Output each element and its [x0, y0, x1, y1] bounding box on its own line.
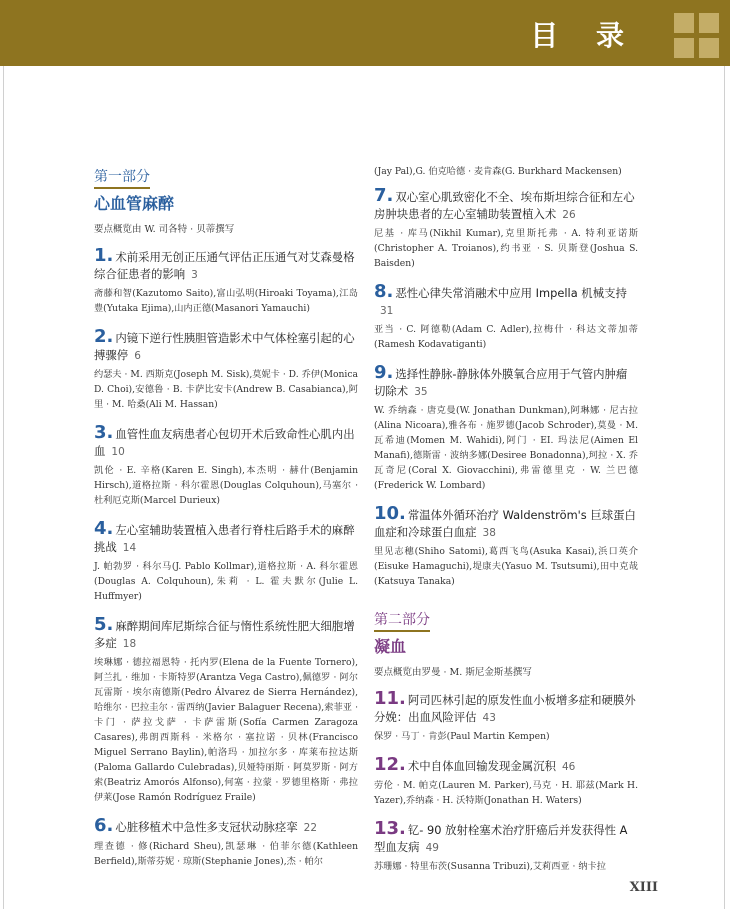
entry-title: 常温体外循环治疗 Waldenström's 巨球蛋白血症和冷球蛋白血症	[374, 508, 636, 539]
entry-page: 38	[482, 527, 496, 539]
entry-page: 31	[380, 305, 394, 317]
entry-title: 麻醉期间库尼斯综合征与惰性系统性肥大细胞增多症	[94, 619, 355, 650]
entry-title: 术中自体血回输发现金属沉积	[407, 759, 556, 773]
entry-authors: 理查德 · 修(Richard Sheu),凯瑟琳 · 伯菲尔德(Kathleen Berfield),斯蒂芬妮 · 琼斯(Stephanie Jones),杰 · 帕尔	[94, 841, 358, 867]
entry-title: 钇- 90 放射栓塞术治疗肝癌后并发获得性 A 型血友病	[374, 823, 628, 854]
entry-number: 13.	[374, 818, 406, 839]
entry-page: 14	[122, 542, 137, 554]
toc-entry[interactable]	[94, 817, 358, 869]
entry-number: 9.	[374, 362, 394, 383]
entry-title: 双心室心肌致密化不全、埃布斯坦综合征和左心房肿块患者的左心室辅助装置植入术	[374, 190, 635, 221]
continued-authors: (Jay Pal),G. 伯克哈德 · 麦肯森(G. Burkhard Mackensen)	[374, 166, 622, 177]
toc-entry[interactable]	[94, 424, 358, 508]
toc-entry[interactable]	[374, 364, 638, 493]
entry-authors: 凯伦 · E. 辛格(Karen E. Singh),本杰明 · 赫什(Benjamin Hirsch),道格拉斯 · 科尔霍恩(Douglas Colquhoun),马塞尔 · 杜利厄克斯(Marcel Durieux)	[94, 465, 358, 506]
frame-right-line	[724, 66, 725, 909]
header-grid-icon	[674, 13, 720, 59]
entry-title: 血管性血友病患者心包切开术后致命性心肌内出血	[94, 427, 355, 458]
page-title: 目 录	[530, 19, 638, 52]
entry-authors: 里见志穗(Shiho Satomi),葛西飞鸟(Asuka Kasai),浜口英介(Eisuke Hamaguchi),堤康夫(Yasuo M. Tsutsumi),田中克哉(Katsuya Tanaka)	[374, 546, 638, 587]
entry-number: 3.	[94, 422, 114, 443]
entry-authors: 斋藤和智(Kazutomo Saito),富山弘明(Hiroaki Toyama),江岛豊(Yutaka Ejima),山内正德(Masanori Yamauchi)	[94, 288, 358, 314]
toc-entry[interactable]	[374, 820, 638, 874]
toc-entry[interactable]	[374, 756, 638, 808]
entry-number: 10.	[374, 503, 406, 524]
part2-overview: 要点概览由罗曼 · M. 斯尼金斯基撰写	[374, 667, 532, 678]
entry-title: 恶性心律失常消融术中应用 Impella 机械支持	[395, 286, 627, 300]
entry-number: 1.	[94, 245, 114, 266]
toc-entry[interactable]	[374, 505, 638, 589]
entry-page: 18	[122, 638, 137, 650]
entry-number: 4.	[94, 518, 114, 539]
entry-number: 6.	[94, 815, 114, 836]
toc-entry[interactable]	[374, 283, 638, 352]
toc-entry[interactable]	[94, 520, 358, 604]
entry-title: 选择性静脉-静脉体外膜氧合应用于气管内肿瘤切除术	[374, 367, 628, 398]
entry-authors: 劳伦 · M. 帕克(Lauren M. Parker),马克 · H. 耶兹(Mark H. Yazer),乔纳森 · H. 沃特斯(Jonathan H. Waters)	[374, 780, 638, 806]
entry-title: 阿司匹林引起的原发性血小板增多症和硬膜外分娩：出血风险评估	[374, 693, 636, 724]
right-column	[374, 164, 638, 874]
entry-authors: 亚当 · C. 阿德勒(Adam C. Adler),拉梅什 · 科达文蒂加蒂(Ramesh Kodavatiganti)	[374, 324, 638, 350]
entry-page: 3	[191, 269, 198, 281]
entry-page: 26	[562, 209, 576, 221]
entry-authors: W. 乔纳森 · 唐克曼(W. Jonathan Dunkman),阿琳娜 · 尼古拉(Alina Nicoara),雅各布 · 施罗德(Jacob Schroder),莫曼 · M. 瓦希迪(Momen M. Wahidi),阿门 · EI. 玛法尼(Aimen El Manafi),德斯雷 · 波纳多娜(Desiree Bonadonna),珂拉 · X. 乔瓦奇尼(Coral X. Giovacchini),弗雷德里克 · W. 兰巴德(Frederick W. Lombard)	[374, 405, 638, 491]
part1-label: 第一部分	[94, 166, 150, 189]
entry-authors: J. 帕勃罗 · 科尔马(J. Pablo Kollmar),道格拉斯 · A. 科尔霍恩(Douglas A. Colquhoun),朱莉 · L. 霍夫默尔(Julie L. Huffmyer)	[94, 561, 358, 602]
entry-page: 22	[303, 822, 318, 834]
left-column	[94, 166, 358, 869]
entry-page: 46	[561, 761, 576, 773]
part2-title: 凝血	[374, 637, 407, 656]
part2-label: 第二部分	[374, 609, 430, 632]
entry-page: 49	[425, 842, 439, 854]
entry-number: 11.	[374, 688, 406, 709]
entry-authors: 苏珊娜 · 特里布茨(Susanna Tribuzi),艾莉西亚 · 纳卡拉	[374, 861, 606, 872]
entry-title: 内镜下逆行性胰胆管造影术中气体栓塞引起的心搏骤停	[94, 331, 355, 362]
toc-entry[interactable]	[94, 616, 358, 805]
entry-page: 43	[482, 712, 496, 724]
header-bar	[0, 0, 730, 66]
entry-number: 5.	[94, 614, 114, 635]
part1-title: 心血管麻醉	[94, 194, 175, 213]
entry-authors: 尼基 · 库马(Nikhil Kumar),克里斯托弗 · A. 特利亚诺斯(Christopher A. Troianos),约书亚 · S. 贝斯登(Joshua S. Baisden)	[374, 228, 638, 269]
toc-entry[interactable]	[374, 187, 638, 271]
entry-authors: 埃琳娜 · 德拉福恩特 · 托内罗(Elena de la Fuente Tornero),阿兰扎 · 维加 · 卡斯特罗(Arantza Vega Castro),佩德罗 · 阿尔瓦雷斯 · 埃尔南德斯(Pedro Álvarez de Sierra Hernández),哈维尔 · 巴拉圭尔 · 雷西纳(Javier Balaguer Recena),索菲亚 · 卡门 · 萨拉戈萨 · 卡萨雷斯(Sofía Carmen Zaragoza Casares),弗朗西斯科 · 米格尔 · 塞拉诺 · 贝林(Francisco Miguel Serrano Baylin),帕洛玛 · 加拉尔多 · 库莱布拉达斯(Paloma Gallardo Culebradas),贝娅特丽斯 · 阿莫罗斯 · 阿方索(Beatriz Amorós Alfonso),何塞 · 拉蒙 · 罗德里格斯 · 弗拉伊莱(Jose Ramón Rodríguez Fraile)	[94, 657, 358, 803]
entry-page: 6	[134, 350, 141, 362]
page-number: XIII	[629, 880, 658, 895]
entry-title: 心脏移植术中急性多支冠状动脉痉挛	[115, 820, 298, 834]
entry-authors: 约瑟夫 · M. 西斯克(Joseph M. Sisk),莫妮卡 · D. 乔伊(Monica D. Choi),安德鲁 · B. 卡萨比安卡(Andrew B. Casabianca),阿里 · M. 哈桑(Ali M. Hassan)	[94, 369, 358, 410]
entry-number: 12.	[374, 754, 406, 775]
entry-title: 术前采用无创正压通气评估正压通气对艾森曼格综合征患者的影响	[94, 250, 355, 281]
part1-overview: 要点概览由 W. 司各特 · 贝蒂撰写	[94, 224, 235, 235]
entry-page: 10	[111, 446, 125, 458]
frame-left-line	[3, 66, 4, 909]
entry-page: 35	[414, 386, 428, 398]
entry-number: 2.	[94, 326, 114, 347]
entry-number: 8.	[374, 281, 394, 302]
toc-entry[interactable]	[94, 328, 358, 412]
toc-entry[interactable]	[94, 247, 358, 316]
entry-number: 7.	[374, 185, 394, 206]
entry-authors: 保罗 · 马丁 · 肯彭(Paul Martin Kempen)	[374, 731, 550, 742]
entry-title: 左心室辅助装置植入患者行脊柱后路手术的麻醉挑战	[94, 523, 355, 554]
toc-entry[interactable]	[374, 690, 638, 744]
